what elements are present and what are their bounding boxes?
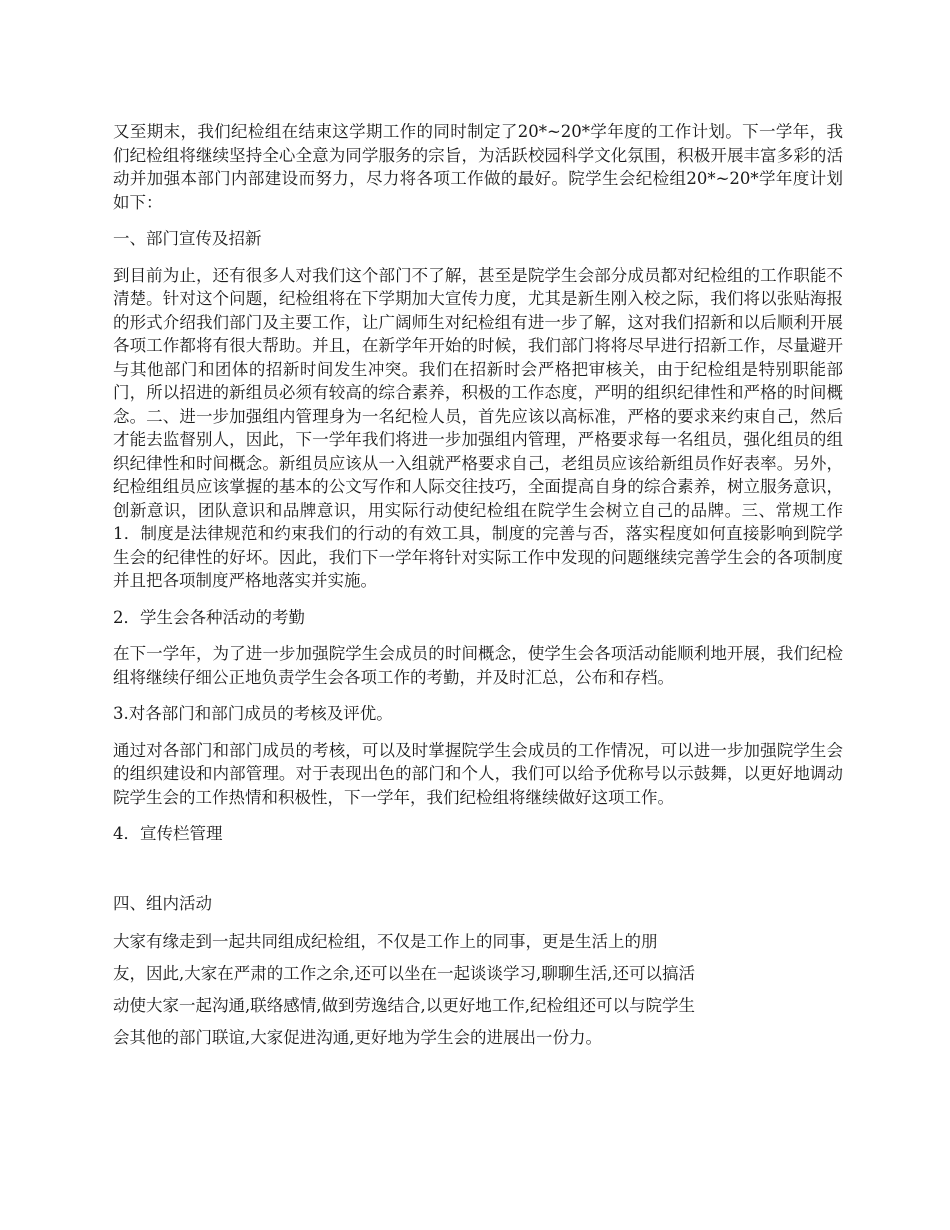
section-4-line: 大家有缘走到一起共同组成纪检组，不仅是工作上的同事，更是生活上的朋 [113, 932, 658, 951]
section-4-line: 友，因此,大家在严肃的工作之余,还可以坐在一起谈谈学习,聊聊生活,还可以搞活 [113, 964, 695, 983]
document-page [113, 120, 843, 1054]
section-4-line: 会其他的部门联谊,大家促进沟通,更好地为学生会的进展出一份力。 [113, 1028, 602, 1047]
item-2-heading: 2．学生会各种活动的考勤 [113, 607, 305, 627]
section-1-body: 到目前为止，还有很多人对我们这个部门不了解，甚至是院学生会部分成员都对纪检组的工作职能不清楚。针对这个问题，纪检组将在下学期加大宣传力度，尤其是新生刚入校之际，我们将以张贴海报的形式介绍我们部门及主要工作，让广阔师生对纪检组有进一步了解，这对我们招新和以后顺利开展各项工作都将有很大帮助。并且，在新学年开始的时候，我们部门将将尽早进行招新工作，尽量避开与其他部门和团体的招新时间发生冲突。我们在招新时会严格把审核关，由于纪检组是特别职能部门，所以招进的新组员必须有较高的综合素养，积极的工作态度，严明的组织纪律性和严格的时间概念。二、进一步加强组内管理身为一名纪检人员，首先应该以高标准，严格的要求来约束自己，然后才能去监督别人，因此，下一学年我们将进一步加强组内管理，严格要求每一名组员，强化组员的组织纪律性和时间概念。新组员应该从一入组就严格要求自己，老组员应该给新组员作好表率。另外，纪检组组员应该掌握的基本的公文写作和人际交往技巧，全面提高自身的综合素养，树立服务意识，创新意识，团队意识和品牌意识，用实际行动使纪检组在院学生会树立自己的品牌。三、常规工作1．制度是法律规范和约束我们的行动的有效工具，制度的完善与否，落实程度如何直接影响到院学生会的纪律性的好坏。因此，我们下一学年将针对实际工作中发现的问题继续完善学生会的各项制度并且把各项制度严格地落实并实施。 [113, 265, 843, 590]
section-4-heading: 四、组内活动 [113, 893, 212, 913]
item-3-heading: 3.对各部门和部门成员的考核及评优。 [113, 704, 393, 723]
item-2-body: 在下一学年，为了进一步加强院学生会成员的时间概念，使学生会各项活动能顺利地开展，我们纪检组将继续仔细公正地负责学生会各项工作的考勤，并及时汇总，公布和存档。 [113, 644, 843, 687]
section-1-heading: 一、部门宣传及招新 [113, 229, 262, 248]
item-3-body: 通过对各部门和部门成员的考核，可以及时掌握院学生会成员的工作情况，可以进一步加强院学生会的组织建设和内部管理。对于表现出色的部门和个人，我们可以给予优称号以示鼓舞，以更好地调动院学生会的工作热情和积极性，下一学年，我们纪检组将继续做好这项工作。 [113, 740, 843, 807]
item-4-heading: 4．宣传栏管理 [113, 824, 223, 843]
intro-paragraph: 又至期末，我们纪检组在结束这学期工作的同时制定了20*~20*学年度的工作计划。下一学年，我们纪检组将继续坚持全心全意为同学服务的宗旨，为活跃校园科学文化氛围，积极开展丰富多彩的活动并加强本部门内部建设而努力，尽力将各项工作做的最好。院学生会纪检组20*~20*学年度计划如下： [113, 122, 843, 212]
section-4-line: 动使大家一起沟通,联络感情,做到劳逸结合,以更好地工作,纪检组还可以与院学生 [113, 996, 695, 1015]
section-4-body [113, 926, 843, 1054]
